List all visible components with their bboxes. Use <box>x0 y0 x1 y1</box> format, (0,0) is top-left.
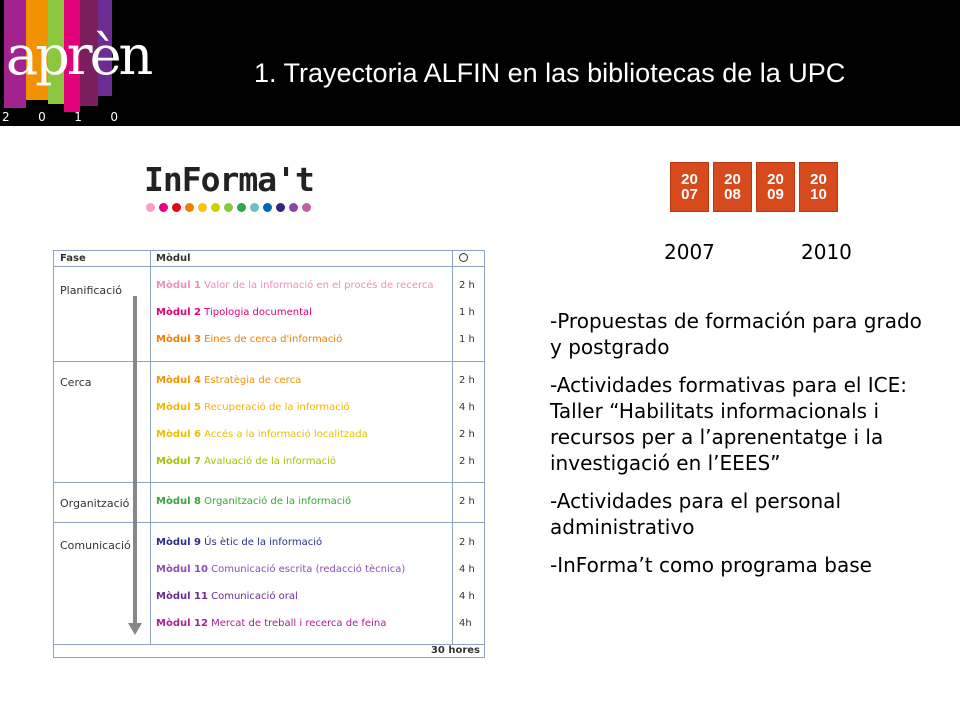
header-fase: Fase <box>60 253 86 264</box>
module-hours: 4 h <box>459 591 475 602</box>
module-row: Mòdul 10 Comunicació escrita (redacció tècnica) <box>156 564 406 575</box>
year-start-label: 2007 <box>664 240 715 264</box>
logo-dot <box>250 203 259 212</box>
logo-year <box>2 110 118 124</box>
phase-label: Cerca <box>60 376 92 389</box>
year-badge: 20 07 <box>670 162 709 212</box>
module-row: Mòdul 1 Valor de la informació en el procés de recerca <box>156 280 434 291</box>
bullet-item: -Actividades formativas para el ICE: Taller “Habilitats informacionals i recursos per a l’aprenentatge i la investigació en l’EEES” <box>550 373 908 475</box>
module-row: Mòdul 3 Eines de cerca d'informació <box>156 334 343 345</box>
logo-dot <box>211 203 220 212</box>
apren-logo <box>0 0 151 126</box>
year-badge: 20 08 <box>713 162 752 212</box>
bullet-item: -Propuestas de formación para grado y postgrado <box>550 309 922 359</box>
logo-word: aprèn <box>6 24 151 87</box>
logo-year-digit: 0 <box>110 110 118 124</box>
phase-label: Organització <box>60 497 130 510</box>
informat-logo-text: InForma't <box>144 160 314 199</box>
logo-dot <box>276 203 285 212</box>
logo-year-digit: 0 <box>38 110 46 124</box>
year-badges <box>670 162 838 212</box>
module-row: Mòdul 8 Organització de la informació <box>156 496 352 507</box>
module-row: Mòdul 4 Estratègia de cerca <box>156 375 302 386</box>
header-bar <box>0 0 960 126</box>
logo-year-digit: 1 <box>74 110 82 124</box>
module-row: Mòdul 12 Mercat de treball i recerca de feina <box>156 618 387 629</box>
flow-arrow-icon <box>133 296 137 626</box>
table-divider <box>54 522 484 523</box>
module-hours: 2 h <box>459 375 475 386</box>
module-row: Mòdul 11 Comunicació oral <box>156 591 298 602</box>
logo-dot <box>224 203 233 212</box>
table-divider <box>54 266 484 267</box>
module-hours: 1 h <box>459 334 475 345</box>
logo-dot <box>185 203 194 212</box>
year-badge: 20 10 <box>799 162 838 212</box>
module-hours: 2 h <box>459 429 475 440</box>
clock-icon <box>459 253 468 262</box>
module-row: Mòdul 9 Ús ètic de la informació <box>156 537 323 548</box>
module-row: Mòdul 6 Accés a la informació localitzada <box>156 429 368 440</box>
logo-dot <box>198 203 207 212</box>
informat-logo <box>142 160 362 216</box>
logo-dot <box>237 203 246 212</box>
module-hours: 2 h <box>459 456 475 467</box>
slide-title: 1. Trayectoria ALFIN en las bibliotecas de la UPC <box>254 58 846 88</box>
module-hours: 4 h <box>459 564 475 575</box>
logo-dot <box>172 203 181 212</box>
module-hours: 4h <box>459 618 472 629</box>
table-divider <box>452 251 453 645</box>
informat-dots <box>146 203 311 212</box>
table-divider <box>54 361 484 362</box>
year-badge: 20 09 <box>756 162 795 212</box>
module-row: Mòdul 5 Recuperació de la informació <box>156 402 350 413</box>
bullet-list <box>550 308 940 590</box>
header-modul: Mòdul <box>156 253 191 264</box>
phase-label: Comunicació <box>60 539 131 552</box>
module-row: Mòdul 2 Tipologia documental <box>156 307 312 318</box>
total-hours: 30 hores <box>430 645 480 656</box>
logo-year-digit: 2 <box>2 110 10 124</box>
table-divider <box>54 644 484 645</box>
logo-dot <box>159 203 168 212</box>
table-divider <box>150 251 151 645</box>
module-hours: 1 h <box>459 307 475 318</box>
logo-dot <box>289 203 298 212</box>
module-row: Mòdul 7 Avaluació de la informació <box>156 456 336 467</box>
modules-table <box>53 250 485 658</box>
table-divider <box>54 482 484 483</box>
flow-arrow-head-icon <box>128 623 142 635</box>
module-hours: 2 h <box>459 496 475 507</box>
year-end-label: 2010 <box>801 240 852 264</box>
module-hours: 4 h <box>459 402 475 413</box>
module-hours: 2 h <box>459 537 475 548</box>
logo-dot <box>302 203 311 212</box>
bullet-item: -InForma’t como programa base <box>550 553 872 577</box>
logo-dot <box>263 203 272 212</box>
bullet-item: -Actividades para el personal administrativo <box>550 489 841 539</box>
phase-label: Planificació <box>60 284 123 297</box>
module-hours: 2 h <box>459 280 475 291</box>
logo-dot <box>146 203 155 212</box>
